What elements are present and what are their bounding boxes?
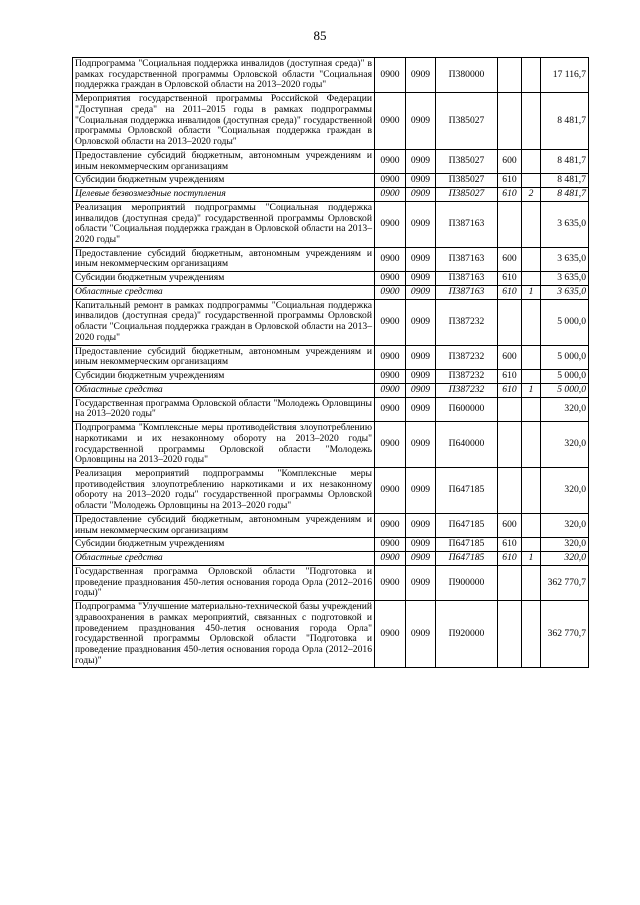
expense-type-code: 610 <box>498 370 522 384</box>
target-article-code: П380000 <box>436 58 498 93</box>
row-name: Целевые безвозмездные поступления <box>73 188 375 202</box>
ved-code: 0900 <box>375 565 406 600</box>
section-code: 0909 <box>406 93 436 150</box>
section-code: 0909 <box>406 383 436 397</box>
amount: 5 000,0 <box>541 345 589 369</box>
target-article-code: П385027 <box>436 149 498 173</box>
table-row <box>73 299 589 345</box>
amount: 320,0 <box>541 513 589 537</box>
expense-type-code: 610 <box>498 272 522 286</box>
section-code: 0909 <box>406 272 436 286</box>
table-row <box>73 397 589 421</box>
table-row <box>73 552 589 566</box>
amount: 5 000,0 <box>541 370 589 384</box>
table-row <box>73 538 589 552</box>
amount: 5 000,0 <box>541 299 589 345</box>
section-code: 0909 <box>406 538 436 552</box>
expense-type-code <box>498 93 522 150</box>
section-code: 0909 <box>406 601 436 668</box>
ved-code: 0900 <box>375 513 406 537</box>
expense-type-code: 600 <box>498 345 522 369</box>
target-article-code: П600000 <box>436 397 498 421</box>
section-code: 0909 <box>406 174 436 188</box>
expense-type-code <box>498 397 522 421</box>
funding-source-code <box>522 397 541 421</box>
target-article-code: П387232 <box>436 383 498 397</box>
row-name: Субсидии бюджетным учреждениям <box>73 538 375 552</box>
table-row <box>73 174 589 188</box>
row-name: Государственная программа Орловской области "Подготовка и проведение празднования 450-летия основания города Орла (2012–2016 годы)" <box>73 565 375 600</box>
row-name: Капитальный ремонт в рамках подпрограммы "Социальная поддержка инвалидов (доступная среда)" государственной программы Орловской области "Социальная поддержка граждан в Орловской области на 2013–2020 годы" <box>73 299 375 345</box>
expense-type-code: 610 <box>498 188 522 202</box>
ved-code: 0900 <box>375 247 406 271</box>
funding-source-code <box>522 93 541 150</box>
table-row <box>73 513 589 537</box>
section-code: 0909 <box>406 149 436 173</box>
expense-type-code <box>498 422 522 468</box>
row-name: Областные средства <box>73 285 375 299</box>
section-code: 0909 <box>406 201 436 247</box>
section-code: 0909 <box>406 299 436 345</box>
table-row <box>73 370 589 384</box>
table-row <box>73 601 589 668</box>
expense-type-code: 600 <box>498 149 522 173</box>
target-article-code: П900000 <box>436 565 498 600</box>
target-article-code: П385027 <box>436 93 498 150</box>
amount: 3 635,0 <box>541 247 589 271</box>
table-row <box>73 345 589 369</box>
ved-code: 0900 <box>375 538 406 552</box>
row-name: Подпрограмма "Комплексные меры противодействия злоупотреблению наркотиками и их незаконному обороту на 2013–2020 годы" государственной программы Орловской области "Молодежь Орловщины на 2013–2020 годы" <box>73 422 375 468</box>
ved-code: 0900 <box>375 58 406 93</box>
target-article-code: П387163 <box>436 272 498 286</box>
target-article-code: П387163 <box>436 285 498 299</box>
target-article-code: П387163 <box>436 201 498 247</box>
table-body <box>73 58 589 668</box>
amount: 3 635,0 <box>541 285 589 299</box>
funding-source-code: 1 <box>522 383 541 397</box>
ved-code: 0900 <box>375 370 406 384</box>
row-name: Субсидии бюджетным учреждениям <box>73 174 375 188</box>
table-row <box>73 58 589 93</box>
table-row <box>73 247 589 271</box>
row-name: Предоставление субсидий бюджетным, автономным учреждениям и иным некоммерческим организациям <box>73 247 375 271</box>
target-article-code: П647185 <box>436 552 498 566</box>
amount: 320,0 <box>541 397 589 421</box>
funding-source-code <box>522 345 541 369</box>
row-name: Реализация мероприятий подпрограммы "Комплексные меры противодействия злоупотреблению наркотиками и их незаконному обороту на 2013–2020 годы" государственной программы Орловской области "Молодежь Орловщины на 2013–2020 годы" <box>73 467 375 513</box>
ved-code: 0900 <box>375 272 406 286</box>
funding-source-code <box>522 174 541 188</box>
funding-source-code: 1 <box>522 285 541 299</box>
row-name: Субсидии бюджетным учреждениям <box>73 370 375 384</box>
ved-code: 0900 <box>375 285 406 299</box>
amount: 320,0 <box>541 538 589 552</box>
funding-source-code <box>522 538 541 552</box>
ved-code: 0900 <box>375 552 406 566</box>
ved-code: 0900 <box>375 188 406 202</box>
amount: 362 770,7 <box>541 601 589 668</box>
target-article-code: П387232 <box>436 370 498 384</box>
amount: 3 635,0 <box>541 201 589 247</box>
ved-code: 0900 <box>375 93 406 150</box>
budget-table <box>72 57 589 668</box>
section-code: 0909 <box>406 552 436 566</box>
ved-code: 0900 <box>375 467 406 513</box>
section-code: 0909 <box>406 247 436 271</box>
amount: 320,0 <box>541 467 589 513</box>
row-name: Областные средства <box>73 383 375 397</box>
target-article-code: П387232 <box>436 299 498 345</box>
funding-source-code <box>522 299 541 345</box>
expense-type-code <box>498 565 522 600</box>
row-name: Субсидии бюджетным учреждениям <box>73 272 375 286</box>
ved-code: 0900 <box>375 383 406 397</box>
amount: 3 635,0 <box>541 272 589 286</box>
funding-source-code: 1 <box>522 552 541 566</box>
section-code: 0909 <box>406 345 436 369</box>
target-article-code: П647185 <box>436 513 498 537</box>
table-row <box>73 149 589 173</box>
ved-code: 0900 <box>375 422 406 468</box>
section-code: 0909 <box>406 58 436 93</box>
expense-type-code: 600 <box>498 513 522 537</box>
table-row <box>73 285 589 299</box>
row-name: Подпрограмма "Улучшение материально-технической базы учреждений здравоохранения в рамках мероприятий, связанных с подготовкой и проведением празднования 450-летия основания города Орла" государственной программы Орловской области "Подготовка и проведение празднования 450-летия основания города Орла (2012–2016 годы)" <box>73 601 375 668</box>
amount: 8 481,7 <box>541 174 589 188</box>
target-article-code: П387232 <box>436 345 498 369</box>
ved-code: 0900 <box>375 149 406 173</box>
target-article-code: П640000 <box>436 422 498 468</box>
row-name: Мероприятия государственной программы Российской Федерации "Доступная среда" на 2011–2015 годы в рамках подпрограммы "Социальная поддержка инвалидов (доступная среда)" государственной программы Орловской области "Социальная поддержка граждан в Орловской области на 2013–2020 годы" <box>73 93 375 150</box>
expense-type-code: 600 <box>498 247 522 271</box>
section-code: 0909 <box>406 188 436 202</box>
amount: 320,0 <box>541 552 589 566</box>
funding-source-code <box>522 467 541 513</box>
funding-source-code <box>522 370 541 384</box>
funding-source-code <box>522 149 541 173</box>
row-name: Подпрограмма "Социальная поддержка инвалидов (доступная среда)" в рамках государственной программы Орловской области "Социальная поддержка граждан в Орловской области на 2013–2020 годы" <box>73 58 375 93</box>
amount: 8 481,7 <box>541 149 589 173</box>
ved-code: 0900 <box>375 174 406 188</box>
funding-source-code <box>522 565 541 600</box>
page-number: 85 <box>313 28 327 43</box>
section-code: 0909 <box>406 565 436 600</box>
row-name: Предоставление субсидий бюджетным, автономным учреждениям и иным некоммерческим организациям <box>73 149 375 173</box>
ved-code: 0900 <box>375 201 406 247</box>
target-article-code: П385027 <box>436 188 498 202</box>
target-article-code: П387163 <box>436 247 498 271</box>
ved-code: 0900 <box>375 397 406 421</box>
amount: 8 481,7 <box>541 188 589 202</box>
section-code: 0909 <box>406 422 436 468</box>
table-row <box>73 93 589 150</box>
expense-type-code: 610 <box>498 538 522 552</box>
expense-type-code <box>498 299 522 345</box>
expense-type-code <box>498 58 522 93</box>
amount: 320,0 <box>541 422 589 468</box>
table-row <box>73 422 589 468</box>
funding-source-code <box>522 201 541 247</box>
amount: 17 116,7 <box>541 58 589 93</box>
section-code: 0909 <box>406 467 436 513</box>
table-row <box>73 272 589 286</box>
row-name: Государственная программа Орловской области "Молодежь Орловщины на 2013–2020 годы" <box>73 397 375 421</box>
target-article-code: П647185 <box>436 538 498 552</box>
target-article-code: П920000 <box>436 601 498 668</box>
section-code: 0909 <box>406 513 436 537</box>
amount: 5 000,0 <box>541 383 589 397</box>
target-article-code: П647185 <box>436 467 498 513</box>
ved-code: 0900 <box>375 601 406 668</box>
amount: 362 770,7 <box>541 565 589 600</box>
section-code: 0909 <box>406 370 436 384</box>
funding-source-code: 2 <box>522 188 541 202</box>
expense-type-code <box>498 467 522 513</box>
funding-source-code <box>522 58 541 93</box>
table-row <box>73 383 589 397</box>
funding-source-code <box>522 272 541 286</box>
table-row <box>73 565 589 600</box>
row-name: Предоставление субсидий бюджетным, автономным учреждениям и иным некоммерческим организациям <box>73 513 375 537</box>
row-name: Предоставление субсидий бюджетным, автономным учреждениям и иным некоммерческим организациям <box>73 345 375 369</box>
expense-type-code: 610 <box>498 383 522 397</box>
table-row <box>73 188 589 202</box>
expense-type-code: 610 <box>498 174 522 188</box>
expense-type-code: 610 <box>498 552 522 566</box>
row-name: Реализация мероприятий подпрограммы "Социальная поддержка инвалидов (доступная среда)" государственной программы Орловской области "Социальная поддержка граждан в Орловской области на 2013–2020 годы" <box>73 201 375 247</box>
funding-source-code <box>522 513 541 537</box>
funding-source-code <box>522 601 541 668</box>
amount: 8 481,7 <box>541 93 589 150</box>
section-code: 0909 <box>406 397 436 421</box>
row-name: Областные средства <box>73 552 375 566</box>
table-row <box>73 467 589 513</box>
expense-type-code <box>498 201 522 247</box>
expense-type-code: 610 <box>498 285 522 299</box>
target-article-code: П385027 <box>436 174 498 188</box>
table-row <box>73 201 589 247</box>
ved-code: 0900 <box>375 345 406 369</box>
section-code: 0909 <box>406 285 436 299</box>
funding-source-code <box>522 422 541 468</box>
expense-type-code <box>498 601 522 668</box>
funding-source-code <box>522 247 541 271</box>
ved-code: 0900 <box>375 299 406 345</box>
